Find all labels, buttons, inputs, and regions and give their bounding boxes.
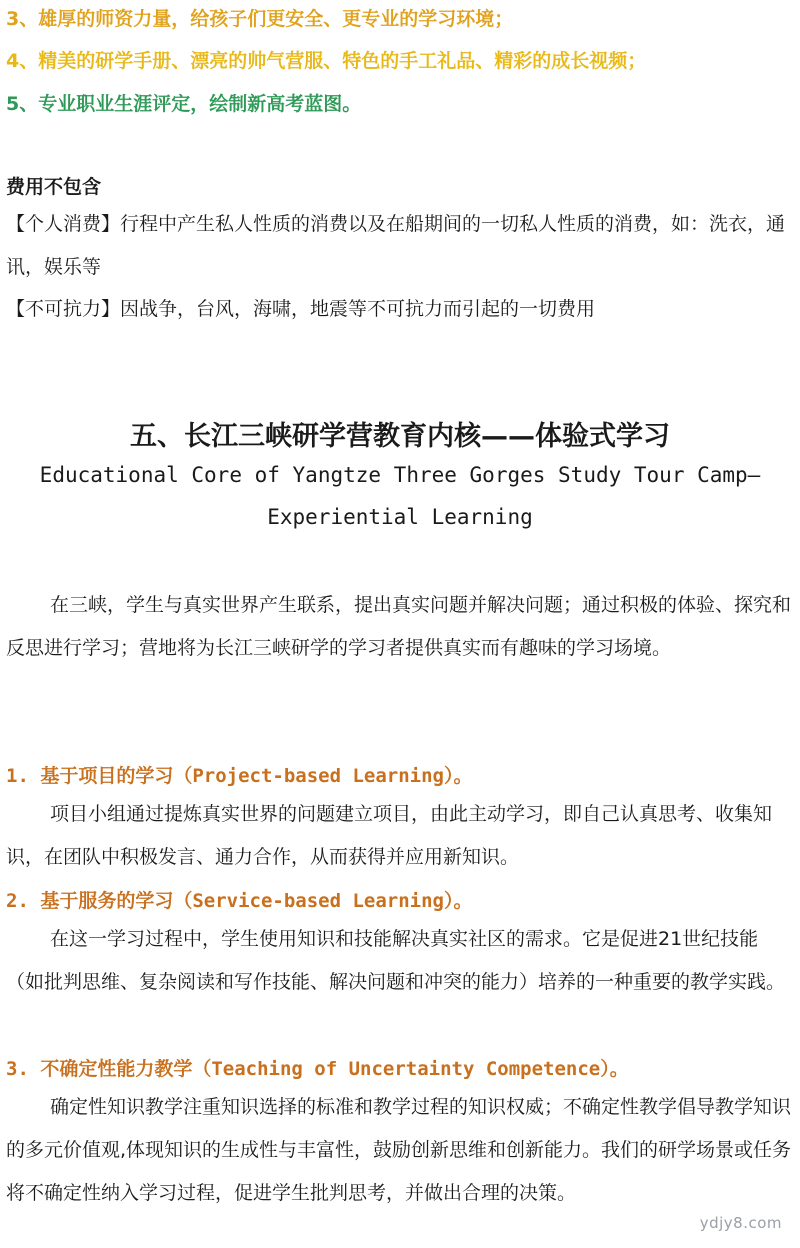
- section-title-cn: 五、长江三峡研学营教育内核——体验式学习: [130, 421, 670, 452]
- fee-excludes-heading: 费用不包含: [6, 176, 102, 198]
- method-3-heading: 3. 不确定性能力教学（Teaching of Uncertainty Competence）。: [6, 1058, 629, 1080]
- method-3-text: 确定性知识教学注重知识选择的标准和教学过程的知识权威；不确定性教学倡导教学知识的多元价值观,体现知识的生成性与丰富性，鼓励创新思维和创新能力。我们的研学场景或任务将不确定性纳入学习过程，促进学生批判思考，并做出合理的决策。: [6, 1096, 792, 1204]
- fee-excludes-personal: 【个人消费】行程中产生私人性质的消费以及在船期间的一切私人性质的消费，如：洗衣，通讯，娱乐等: [6, 213, 786, 278]
- method-2-text: 在这一学习过程中，学生使用知识和技能解决真实社区的需求。它是促进21世纪技能（如批判思维、复杂阅读和写作技能、解决问题和冲突的能力）培养的一种重要的教学实践。: [6, 928, 786, 993]
- fee-include-item-3: 3、雄厚的师资力量，给孩子们更安全、更专业的学习环境；: [6, 8, 514, 30]
- method-2-heading: 2. 基于服务的学习（Service-based Learning）。: [6, 890, 473, 912]
- section-title-en-line2: Experiential Learning: [267, 505, 533, 529]
- fee-excludes-force-majeure: 【不可抗力】因战争，台风，海啸，地震等不可抗力而引起的一切费用: [6, 298, 596, 320]
- watermark: ydjy8.com: [699, 1214, 782, 1232]
- fee-include-item-4: 4、精美的研学手册、漂亮的帅气营服、特色的手工礼品、精彩的成长视频；: [6, 50, 647, 72]
- method-1-text: 项目小组通过提炼真实世界的问题建立项目，由此主动学习，即自己认真思考、收集知识，在团队中积极发言、通力合作，从而获得并应用新知识。: [6, 803, 773, 868]
- section-title-en-line1: Educational Core of Yangtze Three Gorges Study Tour Camp—: [39, 463, 761, 487]
- method-1-heading: 1. 基于项目的学习（Project-based Learning）。: [6, 765, 473, 787]
- section-intro: 在三峡，学生与真实世界产生联系，提出真实问题并解决问题；通过积极的体验、探究和反思进行学习；营地将为长江三峡研学的学习者提供真实而有趣味的学习场境。: [6, 594, 792, 659]
- fee-include-item-5: 5、专业职业生涯评定，绘制新高考蓝图。: [6, 93, 362, 115]
